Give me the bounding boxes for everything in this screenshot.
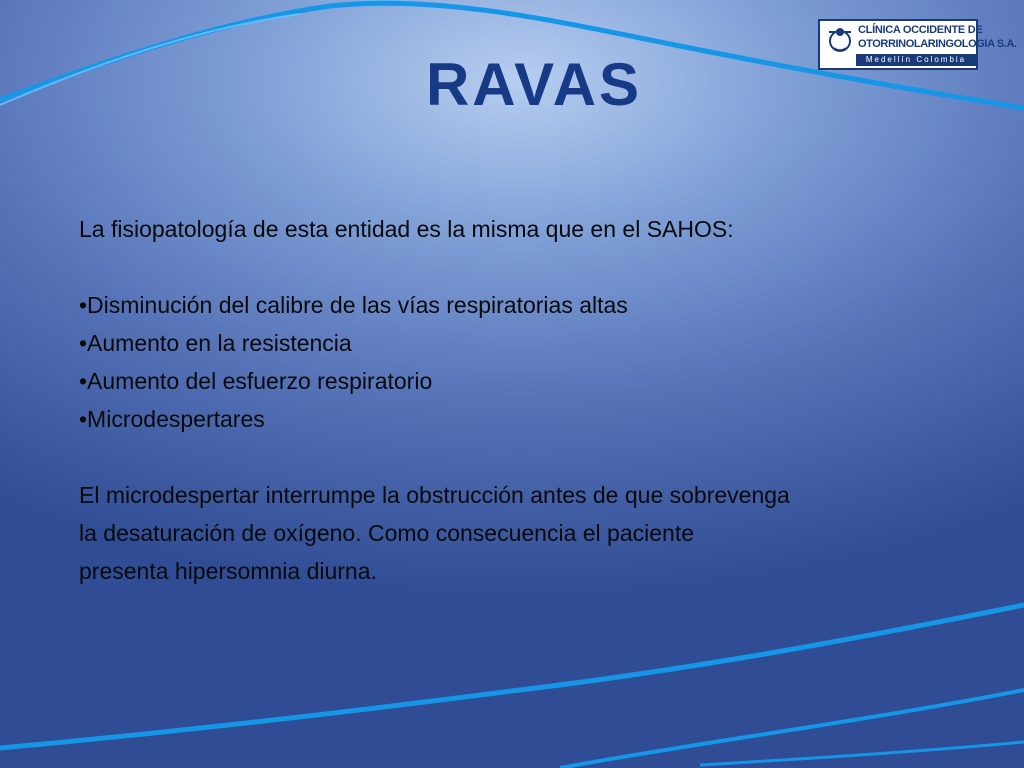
bullet-item: •Aumento en la resistencia bbox=[79, 330, 352, 356]
bullet-item: •Disminución del calibre de las vías respiratorias altas bbox=[79, 292, 628, 318]
slide-title: RAVAS bbox=[425, 51, 643, 118]
logo-line-1: CLÍNICA OCCIDENTE DE bbox=[858, 24, 983, 36]
conclusion-line: la desaturación de oxígeno. Como consecuencia el paciente bbox=[79, 520, 695, 546]
conclusion-line: El microdespertar interrumpe la obstrucción antes de que sobrevenga bbox=[79, 482, 790, 508]
bullet-item: •Aumento del esfuerzo respiratorio bbox=[79, 368, 433, 394]
bullet-item: •Microdespertares bbox=[79, 406, 265, 432]
conclusion-paragraph bbox=[79, 476, 979, 590]
conclusion-line: presenta hipersomnia diurna. bbox=[79, 558, 377, 584]
logo-line-2: OTORRINOLARINGOLOGIA S.A. bbox=[858, 38, 1017, 50]
slide-body bbox=[79, 210, 979, 590]
logo-city: Medellín Colombia bbox=[856, 54, 976, 66]
bullet-list bbox=[79, 286, 979, 438]
intro-paragraph: La fisiopatología de esta entidad es la misma que en el SAHOS: bbox=[79, 216, 734, 242]
